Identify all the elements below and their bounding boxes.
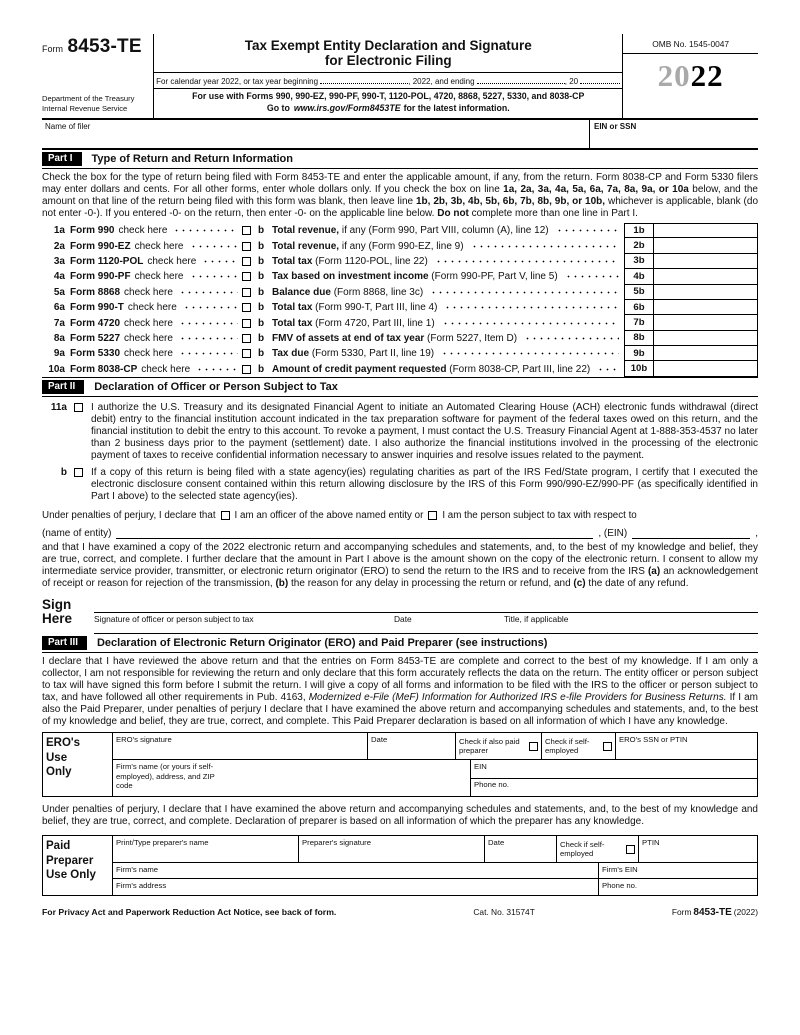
ero-firm-name-label: Firm's name (or yours if self-employed), address, and ZIP code [116, 761, 215, 791]
ach-authorization-text: I authorize the U.S. Treasury and its designated Financial Agent to initiate an Automated Clearing House (ACH) electronic funds withdrawal (direct debit) entry to the financial institution account indicated in the tax preparation software for payment of the federal taxes owed on this return, and the financial institution to debit the entry to this account. To revoke a payment, I must contact the U.S. Treasury Financial Agent at 1-888-353-4537 no later than 2 business days prior to the payment (settlement) date. I also authorize the financial institutions involved in the processing of the electronic payment of taxes to receive confidential information necessary to answer inquiries and resolve issues related to the payment. [91, 401, 758, 461]
amount-6b-field[interactable] [654, 300, 758, 315]
line-number: 9a [53, 348, 65, 360]
sign-here-label [42, 598, 94, 635]
form-name: Form 990-EZ [70, 240, 131, 252]
form-name: Form 8868 [70, 286, 121, 298]
dot-leader [428, 288, 619, 297]
fed-state-disclosure-text: If a copy of this return is being filed with a state agency(ies) regulating charities as part of the IRS Fed/State program, I certify that I executed the electronic disclosure consent contained within this return allowing disclosure by the IRS of this Form 990/990-EZ/990-PF (as specifically identified in Part I above) to the selected state agency(ies). [91, 466, 758, 502]
ero-date-field[interactable] [368, 733, 456, 759]
amount-description-rest: if any (Form 990, Part VIII, column (A), line 12) [339, 225, 549, 237]
ero-row-1 [113, 733, 757, 760]
amount-description [272, 318, 435, 329]
date-label: Date [394, 614, 412, 625]
line-11a [42, 402, 758, 462]
form-usage-note [154, 88, 622, 118]
ero-ein-field[interactable] [471, 760, 757, 779]
line-code: 10b [624, 361, 654, 376]
preparer-firm-address-field[interactable] [113, 879, 599, 895]
amount-3b-field[interactable] [654, 254, 758, 269]
ein-or-ssn-label: EIN or SSN [594, 121, 637, 131]
entity-line-end: , [755, 527, 758, 539]
line-number: 5a [53, 286, 65, 298]
form-name: Form 1120-POL [70, 255, 144, 267]
line-number: 4a [53, 271, 65, 283]
table-row [42, 361, 758, 376]
line-letter: b [258, 240, 265, 252]
perjury-pre-text: Under penalties of perjury, I declare that [42, 509, 216, 521]
part3-title: Declaration of Electronic Return Originator (ERO) and Paid Preparer (see instructions) [96, 637, 548, 650]
form-header [42, 34, 758, 120]
ero-label-line: Only [46, 766, 72, 779]
form-title-line-2: for Electronic Filing [324, 53, 452, 69]
dot-leader [171, 226, 238, 235]
dot-leader [442, 303, 619, 312]
part2-badge: Part II [42, 380, 84, 394]
decl-bold-c: (c) [573, 577, 586, 589]
line-code: 7b [624, 315, 654, 330]
ero-paid-preparer-label: Check if also paid preparer [459, 736, 520, 756]
preparer-firm-ein-field[interactable] [599, 863, 757, 878]
line-11a-number: 11a [50, 401, 67, 413]
perjury-declaration-line [42, 510, 758, 521]
form-name: Form 990-PF [70, 271, 131, 283]
paid-preparer-label [43, 836, 113, 895]
table-row [42, 254, 758, 269]
dot-leader [200, 257, 238, 266]
firm-name-label: Firm's name [116, 864, 159, 874]
dot-leader [439, 349, 619, 358]
line-letter: b [258, 225, 265, 237]
table-row [42, 238, 758, 253]
preparer-row-3 [113, 879, 757, 895]
form-8038-cp-checkbox[interactable] [242, 365, 251, 374]
amount-description-rest: (Form 990-T, Part III, line 4) [312, 302, 438, 314]
line-number: 3a [53, 255, 65, 267]
amount-description [272, 364, 590, 375]
instr-bold-3: Do not [437, 207, 469, 219]
amount-description-bold: Tax due [272, 348, 310, 360]
officer-of-entity-checkbox[interactable] [221, 511, 230, 520]
dot-leader [177, 349, 238, 358]
ero-self-employed-checkbox[interactable] [603, 742, 612, 751]
amount-description-bold: Tax based on investment income [272, 271, 429, 283]
preparer-label-line: Paid [46, 840, 71, 853]
ero-date-label: Date [371, 734, 388, 744]
amount-description [272, 348, 434, 359]
calendar-pre-text: For calendar year 2022, or tax year beginning [156, 76, 319, 86]
omb-year-block [622, 34, 758, 118]
amount-description-bold: Total revenue, [272, 240, 340, 252]
ero-decl-text-2: If I am also the Paid Preparer, under penalties of perjury I declare that I have examined the above return and accompanying schedules and statements, and, to the best of my knowledge and belief, they are true, correct, and complete. This Paid Preparer declaration is based on all information of which I have any knowledge. [42, 692, 759, 728]
paid-preparer-block [42, 835, 758, 896]
line-letter: b [258, 317, 265, 329]
tax-year-ending-field[interactable] [477, 76, 565, 84]
fed-state-disclosure-checkbox[interactable] [74, 468, 83, 477]
ero-label-line: ERO's [46, 737, 81, 750]
form-name: Form 990 [70, 225, 115, 237]
ero-phone-label: Phone no. [474, 780, 510, 790]
form-title-line-1: Tax Exempt Entity Declaration and Signature [244, 38, 532, 53]
line-code: 8b [624, 331, 654, 346]
check-here-label: check here [134, 240, 184, 252]
calendar-year-line [154, 72, 622, 88]
privacy-act-notice: For Privacy Act and Paperwork Reduction Act Notice, see back of form. [42, 907, 337, 918]
name-of-entity-field[interactable] [116, 527, 593, 539]
title-label: Title, if applicable [504, 614, 569, 625]
footer-form-year: (2022) [733, 907, 758, 918]
here-word: Here [42, 611, 73, 627]
dept-line-1: Department of the Treasury [42, 94, 135, 104]
officer-signature-field[interactable] [94, 598, 758, 613]
amount-description-bold: Total tax [272, 302, 313, 314]
form-title [154, 34, 622, 68]
table-row [42, 285, 758, 300]
part2-header [42, 377, 758, 397]
amount-10b-field[interactable] [654, 361, 758, 376]
line-code: 2b [624, 238, 654, 253]
part3-header [42, 634, 758, 653]
person-subject-option-text: I am the person subject to tax with respect to [442, 509, 637, 521]
line-letter: b [258, 286, 265, 298]
check-here-label: check here [124, 286, 173, 298]
decl-text-3: the reason for any delay in processing the return or refund, and [288, 577, 574, 589]
sign-here-block [42, 598, 758, 635]
part1-badge: Part I [42, 152, 82, 166]
officer-declaration-text [42, 542, 758, 590]
tax-year-beginning-field[interactable] [320, 76, 408, 84]
form-name: Form 5227 [70, 332, 121, 344]
preparer-ptin-label: PTIN [642, 837, 660, 847]
dot-leader [522, 334, 619, 343]
preparer-label-line: Preparer [46, 854, 94, 867]
part1-header [42, 150, 758, 169]
dot-leader [563, 272, 619, 281]
name-of-filer-field[interactable] [42, 120, 590, 148]
decl-text-2: an acknowledgement of receipt or reason for rejection of the transmission, [42, 565, 758, 589]
ero-label-line: Use [46, 751, 68, 764]
amount-description-rest: (Form 4720, Part III, line 1) [312, 317, 435, 329]
form-name: Form 990-T [70, 302, 124, 314]
ero-decl-text-1: I declare that I have reviewed the above return and that the entries on Form 8453-TE are complete and correct to the best of my knowledge. If I am only a collector, I am not responsible for reviewing the return and only declare that this form accurately reflects the data on the return. The entity officer or person subject to tax will have signed this form before I submit the return. I will give a copy of all forms and information to be filed with the IRS to the officer or person subject to tax, and have followed all other requirements in Pub. 4163, [42, 656, 758, 704]
check-here-label: check here [124, 332, 173, 344]
line-letter: b [258, 271, 265, 283]
preparer-row-1 [113, 836, 757, 863]
catalog-number: Cat. No. 31574T [473, 907, 535, 918]
check-here-label: check here [124, 348, 173, 360]
amount-description-bold: Total tax [272, 317, 313, 329]
signature-labels [94, 613, 758, 625]
return-type-table [42, 223, 758, 377]
amount-4b-field[interactable] [654, 269, 758, 284]
table-row [42, 269, 758, 284]
form-5227-checkbox[interactable] [242, 334, 251, 343]
preparer-perjury-text: Under penalties of perjury, I declare that I have examined the above return and accompanying schedules and statements, and, to the best of my knowledge and belief, they are true, correct, and complete. Declaration of preparer is based on all information of which the preparer has any knowledge. [42, 804, 758, 828]
table-row [42, 331, 758, 346]
check-here-label: check here [147, 255, 197, 267]
ero-use-only-label [43, 733, 113, 796]
dot-leader [595, 365, 619, 374]
part2-title: Declaration of Officer or Person Subject to Tax [94, 380, 338, 393]
form-word: Form [42, 44, 63, 54]
amount-description [272, 225, 549, 236]
form-title-block [154, 34, 622, 118]
dept-line-2: Internal Revenue Service [42, 104, 128, 114]
check-here-label: check here [118, 225, 168, 237]
preparer-signature-field[interactable] [299, 836, 485, 862]
check-here-label: check here [127, 302, 177, 314]
preparer-signature-label: Preparer's signature [302, 837, 371, 847]
calendar-mid-text: , 2022, and ending [408, 76, 475, 86]
filer-row [42, 120, 758, 150]
ero-paid-preparer-checkbox[interactable] [529, 742, 538, 751]
ero-firm-name-field[interactable] [113, 760, 471, 796]
check-here-label: check here [124, 317, 173, 329]
amount-description-rest: if any (Form 990-EZ, line 9) [339, 240, 464, 252]
go-to-line [156, 103, 620, 115]
ero-ein-label: EIN [474, 761, 487, 771]
line-code: 4b [624, 269, 654, 284]
footer-form-number: 8453-TE [693, 907, 732, 919]
ero-ssn-ptin-label: ERO's SSN or PTIN [619, 734, 688, 744]
instr-text-1: Check the box for the type of return being filed with Form 8453-TE and enter the applicable amount, if any, from the return. Form 8038-CP and Form 5330 filers may enter dollars and cents. For all other forms, enter whole dollars only. If you check the box on line [42, 171, 758, 195]
entity-name-line [42, 527, 758, 539]
amount-7b-field[interactable] [654, 315, 758, 330]
preparer-label-line: Use Only [46, 869, 96, 882]
ero-declaration-text [42, 656, 758, 728]
line-11b [42, 467, 758, 503]
amount-description [272, 256, 428, 267]
form-name: Form 5330 [70, 348, 121, 360]
amount-description-bold: Total tax [272, 255, 313, 267]
line-11b-letter: b [60, 466, 67, 478]
ein-label: , (EIN) [598, 527, 628, 539]
decl-text-1: and that I have examined a copy of the 2022 electronic return and accompanying schedules and statements, and, to the best of my knowledge and belief, they are true, correct, and complete. I further declare that the amount in Part I above is the amount shown on the copy of the electronic return. I consent to allow my intermediate service provider, transmitter, or electronic return originator (ERO) to send the return to the IRS and to receive from the IRS [42, 541, 758, 577]
amount-description-bold: Balance due [272, 286, 331, 298]
line-number: 7a [53, 317, 65, 329]
amount-5b-field[interactable] [654, 285, 758, 300]
name-of-filer-label: Name of filer [45, 121, 91, 131]
dot-leader [554, 226, 619, 235]
preparer-self-employed-label: Check if self-employed [560, 839, 605, 859]
instr-bold-2: 1b, 2b, 3b, 4b, 5b, 6b, 7b, 8b, 9b, or 10b, [416, 195, 606, 207]
form-number-block [42, 34, 154, 118]
footer-form-id [672, 907, 758, 918]
table-row [42, 223, 758, 238]
line-code: 9b [624, 346, 654, 361]
dot-leader [440, 319, 619, 328]
dot-leader [188, 272, 239, 281]
check-here-label: check here [141, 363, 191, 375]
amount-description-rest: (Form 5330, Part II, line 19) [309, 348, 435, 360]
line-number: 1a [53, 225, 65, 237]
officer-option-text: I am an officer of the above named entity or [234, 509, 424, 521]
form-4720-checkbox[interactable] [242, 319, 251, 328]
name-of-entity-label: (name of entity) [42, 527, 112, 539]
firm-ein-label: Firm's EIN [602, 864, 638, 874]
form-990-t-checkbox[interactable] [242, 303, 251, 312]
signature-area [94, 598, 758, 635]
line-letter: b [258, 348, 265, 360]
ero-phone-field[interactable] [471, 779, 757, 797]
part1-title: Type of Return and Return Information [91, 152, 293, 165]
ein-or-ssn-field[interactable] [590, 120, 758, 148]
go-to-suffix: for the latest information. [403, 103, 510, 114]
preparer-phone-field[interactable] [599, 879, 757, 895]
decl-bold-b: (b) [275, 577, 289, 589]
preparer-date-field[interactable] [485, 836, 557, 862]
dot-leader [177, 319, 238, 328]
dot-leader [181, 303, 238, 312]
dot-leader [433, 257, 619, 266]
footer-form-word: Form [671, 907, 692, 918]
amount-description-bold: FMV of assets at end of tax year [272, 332, 425, 344]
part1-instructions [42, 169, 758, 222]
line-number: 8a [53, 332, 65, 344]
amount-description-rest: (Form 8868, line 3c) [330, 286, 424, 298]
preparer-date-label: Date [488, 837, 505, 847]
form-number: 8453-TE [67, 36, 142, 57]
irs-url-link[interactable]: www.irs.gov/Form8453TE [293, 103, 401, 114]
ero-signature-label: ERO's signature [116, 734, 172, 744]
amount-description-rest: (Form 8038-CP, Part III, line 22) [446, 363, 591, 375]
line-number: 6a [53, 302, 65, 314]
line-number: 10a [48, 363, 65, 375]
phone-label: Phone no. [602, 880, 638, 890]
publication-title: Modernized e-File (MeF) Information for Authorized IRS e-file Providers for Business Returns. [308, 692, 727, 704]
amount-9b-field[interactable] [654, 346, 758, 361]
ach-authorization-checkbox[interactable] [74, 403, 83, 412]
instr-text-2: below, and the amount on that line of the return being filed with this form was blank, then leave line [42, 183, 758, 207]
amount-description-rest: (Form 990-PF, Part V, line 5) [428, 271, 558, 283]
line-letter: b [258, 255, 265, 267]
form-1120-pol-checkbox[interactable] [242, 257, 251, 266]
ero-row-2 [113, 760, 757, 796]
amount-description-rest: (Form 5227, Item D) [424, 332, 518, 344]
tax-year-ending-year-field[interactable] [580, 76, 620, 84]
line-code: 6b [624, 300, 654, 315]
decl-bold-a: (a) [647, 565, 661, 577]
line-code: 5b [624, 285, 654, 300]
line-letter: b [258, 302, 265, 314]
sign-word: Sign [42, 596, 72, 612]
year-prefix: 20 [657, 58, 691, 93]
line-number: 2a [53, 240, 65, 252]
go-to-text: Go to [266, 103, 290, 114]
amount-description [272, 241, 464, 252]
ero-self-employed-label: Check if self-employed [545, 736, 590, 756]
amount-description [272, 271, 558, 282]
line-code: 1b [624, 223, 654, 238]
amount-1b-field[interactable] [654, 223, 758, 238]
entity-ein-field[interactable] [632, 527, 750, 539]
amount-description-bold: Total revenue, [272, 225, 340, 237]
form-990-checkbox[interactable] [242, 226, 251, 235]
form-8868-checkbox[interactable] [242, 288, 251, 297]
preparer-ptin-field[interactable] [639, 836, 757, 862]
person-subject-to-tax-checkbox[interactable] [428, 511, 437, 520]
ero-ssn-ptin-field[interactable] [616, 733, 757, 759]
amount-2b-field[interactable] [654, 238, 758, 253]
form-name: Form 8038-CP [70, 363, 138, 375]
line-code: 3b [624, 254, 654, 269]
dot-leader [188, 242, 239, 251]
amount-description [272, 333, 517, 344]
calendar-end-text: , 20 [564, 76, 579, 86]
tax-year-big [623, 54, 758, 91]
dot-leader [177, 334, 238, 343]
preparer-row-2 [113, 863, 757, 879]
ero-use-only-block [42, 732, 758, 797]
table-row [42, 300, 758, 315]
line-letter: b [258, 363, 265, 375]
preparer-name-field[interactable] [113, 836, 299, 862]
check-here-label: check here [134, 271, 184, 283]
instr-text-4: complete more than one line in Part I. [468, 207, 638, 219]
signature-label: Signature of officer or person subject to tax [94, 614, 254, 625]
dot-leader [177, 288, 238, 297]
amount-description [272, 302, 437, 313]
part3-badge: Part III [42, 636, 87, 650]
preparer-firm-name-field[interactable] [113, 863, 599, 878]
amount-description-bold: Amount of credit payment requested [272, 363, 447, 375]
amount-description [272, 287, 423, 298]
dot-leader [194, 365, 238, 374]
firm-address-label: Firm's address [116, 880, 167, 890]
preparer-self-employed-checkbox[interactable] [626, 845, 635, 854]
form-footer [42, 907, 758, 918]
year-suffix: 22 [690, 58, 724, 93]
line-letter: b [258, 332, 265, 344]
amount-description-rest: (Form 1120-POL, line 22) [312, 255, 428, 267]
use-with-forms-line: For use with Forms 990, 990-EZ, 990-PF, 990-T, 1120-POL, 4720, 8868, 5227, 5330, and 8038-CP [192, 91, 585, 102]
omb-number: OMB No. 1545-0047 [623, 34, 758, 54]
form-990-pf-checkbox[interactable] [242, 272, 251, 281]
department-lines [42, 94, 149, 116]
instr-text-3: whichever is applicable, blank (do not enter -0-). If you entered -0- on the return, then enter -0- on the applicable line below. [42, 195, 759, 219]
form-990-ez-checkbox[interactable] [242, 242, 251, 251]
ero-signature-field[interactable] [113, 733, 368, 759]
dot-leader [469, 242, 619, 251]
preparer-name-label: Print/Type preparer's name [116, 837, 209, 847]
form-5330-checkbox[interactable] [242, 349, 251, 358]
form-name: Form 4720 [70, 317, 121, 329]
table-row [42, 315, 758, 330]
table-row [42, 346, 758, 361]
instr-bold-1: 1a, 2a, 3a, 4a, 5a, 6a, 7a, 8a, 9a, or 10a [503, 183, 689, 195]
decl-text-4: the date of any refund. [585, 577, 689, 589]
amount-8b-field[interactable] [654, 331, 758, 346]
